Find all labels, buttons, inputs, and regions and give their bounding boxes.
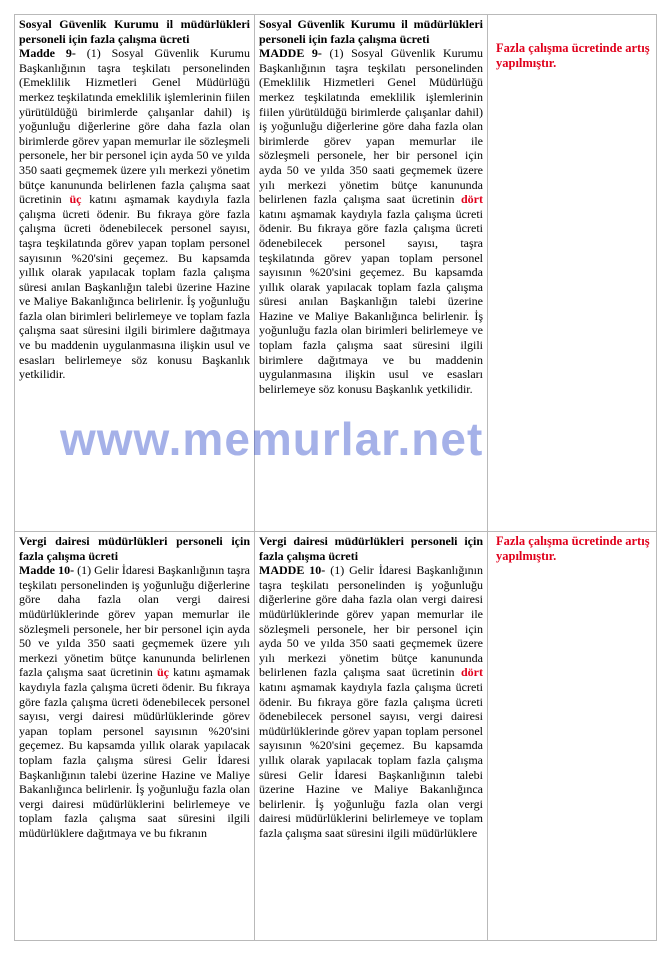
note-cell — [488, 15, 657, 532]
article-body — [19, 46, 250, 382]
article-number: Madde 10- — [19, 563, 75, 578]
article-text-before: (1) Gelir İdaresi Başkanlığının taşra teşkilatı personelinden iş yoğunluğu diğerlerine göre daha fazla olan vergi dairesi müdürlüklerinde görev yapan memurlar ile sözleşmeli personele, her bir personel için ayda 50 ve yılda 350 saati geçmemek üzere yılı merkezi yönetim bütçe kanununda belirlenen fazla çalışma saat ücretinin — [19, 563, 250, 680]
article-text-after: katını aşmamak kaydıyla fazla çalışma ücreti ödenir. Bu fıkraya göre fazla çalışma ücreti ödenebilecek personel sayısı, vergi dairesi müdürlüklerinde görev yapan toplam personel sayısının %20'sini geçemez. Bu kapsamda yıllık olarak yapılacak toplam fazla çalışma süresi Gelir İdaresi Başkanlığının talebi üzerine Hazine ve Maliye Bakanlığınca belirlenir. İş yoğunluğu fazla olan vergi dairesi müdürlüklerini belirlemeye ve toplam fazla çalışma saat süresini ilgili müdürlüklere dağıtmaya ve bu fıkranın — [19, 665, 250, 840]
old-text-cell — [15, 532, 255, 941]
change-note: Fazla çalışma ücretinde artış yapılmıştır. — [496, 41, 650, 70]
article-text-before: (1) Gelir İdaresi Başkanlığının taşra teşkilatı personelinden iş yoğunluğu diğerlerine göre daha fazla olan vergi dairesi müdürlüklerinde görev yapan memurlar ile sözleşmeli personele, her bir personel için ayda 50 ve yılda 350 saati geçmemek üzere yılı merkezi yönetim bütçe kanununda belirlenen fazla çalışma saat ücretinin — [259, 563, 483, 680]
article-title: Vergi dairesi müdürlükleri personeli için fazla çalışma ücreti — [259, 534, 483, 563]
article-title: Sosyal Güvenlik Kurumu il müdürlükleri personeli için fazla çalışma ücreti — [259, 17, 483, 46]
changed-word: üç — [156, 665, 169, 680]
changed-word: üç — [69, 192, 82, 207]
changed-word: dört — [461, 192, 483, 207]
article-text-after: katını aşmamak kaydıyla fazla çalışma ücreti ödenir. Bu fıkraya göre fazla çalışma ücreti ödenebilecek personel sayısı, vergi dairesi müdürlüklerinde görev yapan toplam personel sayısının %20'sini geçemez. Bu kapsamda yıllık olarak yapılacak toplam fazla çalışma süresi Gelir İdaresi Başkanlığının talebi üzerine Hazine ve Maliye Bakanlığınca belirlenir. İş yoğunluğu fazla olan vergi dairesi müdürlüklerini belirlemeye ve toplam fazla çalışma saat süresini ilgili müdürlüklere — [259, 679, 483, 840]
article-number: Madde 9- — [19, 46, 76, 61]
article-title: Sosyal Güvenlik Kurumu il müdürlükleri personeli için fazla çalışma ücreti — [19, 17, 250, 46]
article-number: MADDE 10- — [259, 563, 326, 578]
old-text-cell — [15, 15, 255, 532]
note-cell — [488, 532, 657, 941]
article-text-before: (1) Sosyal Güvenlik Kurumu Başkanlığının taşra teşkilatı personelinden (Emeklilik Hizmetleri Genel Müdürlüğü merkez teşkilatında emeklilik işlemlerinin fiilen yürütüldüğü birimlerde çalışanlar dahil) iş yoğunluğu diğerlerine göre daha fazla olan birimlerde görev yapan memurlar ile sözleşmeli personele, her bir personel için ayda 50 ve yılda 350 saati geçmemek üzere yılı merkezi yönetim bütçe kanununda belirlenen fazla çalışma saat ücretinin — [259, 46, 484, 207]
article-number: MADDE 9- — [259, 46, 322, 61]
article-text-after: katını aşmamak kaydıyla fazla çalışma ücreti ödenir. Bu fıkraya göre fazla çalışma ücreti ödenebilecek personel sayısı, taşra teşkilatında görev yapan toplam personel sayısının %20'sini geçemez. Bu kapsamda yıllık olarak yapılacak toplam fazla çalışma süresi anılan Başkanlığın talebi üzerine Hazine ve Maliye Bakanlığınca belirlenir. İş yoğunluğu fazla olan birimleri belirlemeye ve toplam fazla çalışma saat süresini ilgili birimlere dağıtmaya ve bu maddenin uygulanmasına ilişkin usul ve esasları belirlemeye söz konusu Başkanlık yetkilidir. — [19, 192, 250, 382]
comparison-table — [14, 14, 657, 941]
watermark-logo: www.memurlar.net — [60, 413, 484, 465]
new-text-cell — [255, 532, 488, 941]
article-text-before: (1) Sosyal Güvenlik Kurumu Başkanlığının taşra teşkilatı personelinden (Emeklilik Hizmetleri Genel Müdürlüğü merkez teşkilatında emeklilik işlemlerinin fiilen yürütüldüğü birimlerde çalışanlar dahil) iş yoğunluğu diğerlerine göre daha fazla olan birimlerde görev yapan memurlar ile sözleşmeli personele, her bir personel için ayda 50 ve yılda 350 saati geçmemek üzere yılı merkezi yönetim bütçe kanununda belirlenen fazla çalışma saat ücretinin — [19, 46, 251, 207]
table-row — [15, 532, 657, 941]
cell-content — [259, 534, 483, 939]
article-body — [259, 46, 483, 396]
article-text-after: katını aşmamak kaydıyla fazla çalışma ücreti ödenir. Bu fıkraya göre fazla çalışma ücreti ödenebilecek personel sayısı, taşra teşkilatında görev yapan toplam personel sayısının %20'sini geçemez. Bu kapsamda yıllık olarak yapılacak toplam fazla çalışma süresi anılan Başkanlığın talebi üzerine Hazine ve Maliye Bakanlığınca belirlenir. İş yoğunluğu fazla olan birimleri belirlemeye ve toplam fazla çalışma saat süresini ilgili birimlere dağıtmaya ve bu maddenin uygulanmasına ilişkin usul ve esasları belirlemeye söz konusu Başkanlık yetkilidir. — [259, 206, 483, 396]
change-note: Fazla çalışma ücretinde artış yapılmıştır. — [496, 534, 650, 563]
cell-content — [19, 534, 250, 939]
new-text-cell — [255, 15, 488, 532]
article-body — [19, 563, 250, 840]
article-body — [259, 563, 483, 840]
table-row — [15, 15, 657, 532]
article-title: Vergi dairesi müdürlükleri personeli için fazla çalışma ücreti — [19, 534, 250, 563]
changed-word: dört — [461, 665, 483, 680]
